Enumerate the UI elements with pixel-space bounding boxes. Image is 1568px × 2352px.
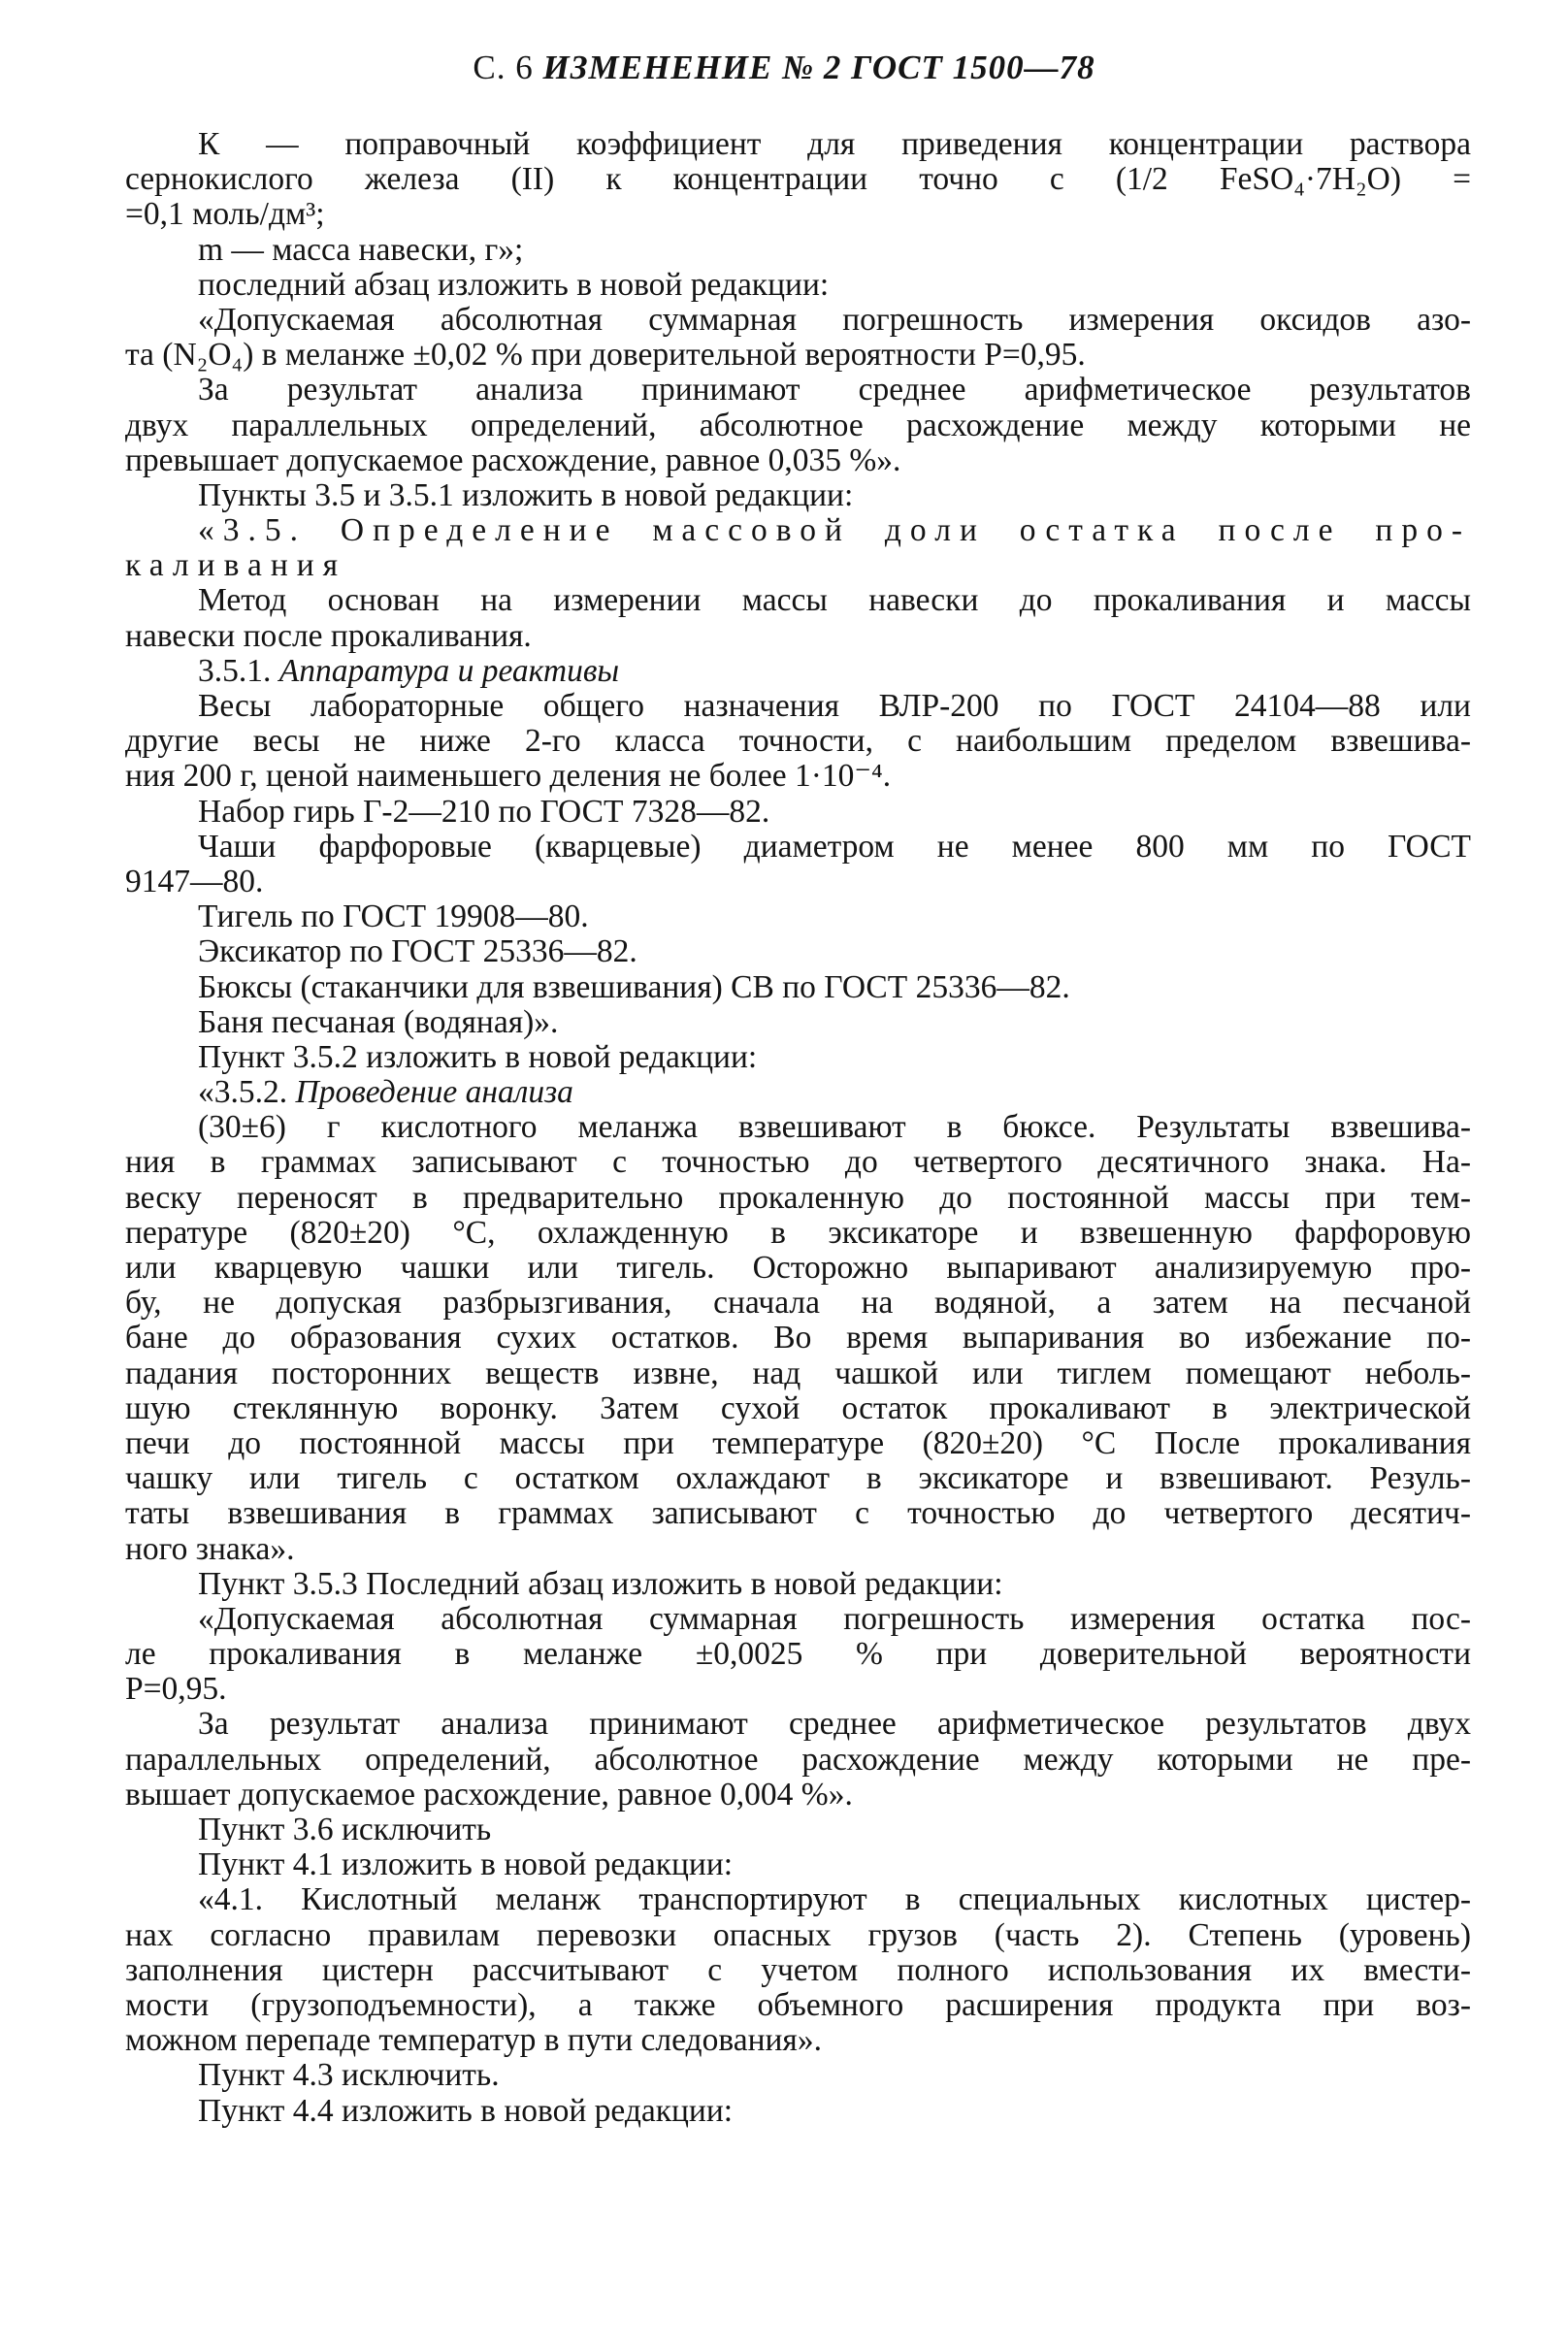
text-line: 3.5.1. Аппаратура и реактивы xyxy=(198,652,620,689)
text-line: бане до образования сухих остатков. Во время выпаривания во избежание по- xyxy=(125,1320,1471,1356)
text-line: Бюксы (стаканчики для взвешивания) СВ по ГОСТ 25336—82. xyxy=(198,968,1070,1005)
document-body xyxy=(125,126,1471,2129)
text-line: «4.1. Кислотный меланж транспортируют в специальных кислотных цистер- xyxy=(198,1881,1471,1918)
text-line: Чаши фарфоровые (кварцевые) диаметром не менее 800 мм по ГОСТ xyxy=(198,828,1471,865)
text-line: 9147—80. xyxy=(125,863,264,899)
text-line: Пункт 3.5.3 Последний абзац изложить в новой редакции: xyxy=(198,1565,1003,1602)
text-line: или кварцевую чашки или тигель. Осторожно выпаривают анализируемую про- xyxy=(125,1250,1471,1286)
text-line: Баня песчаная (водяная)». xyxy=(198,1003,559,1040)
text-line: «3.5. Определение массовой доли остатка после про- xyxy=(198,512,1471,549)
page-title: ИЗМЕНЕНИЕ № 2 ГОСТ 1500—78 xyxy=(542,49,1095,86)
text-line: За результат анализа принимают среднее арифметическое результатов двух xyxy=(198,1706,1471,1743)
text-line: ния 200 г, ценой наименьшего деления не более 1·10⁻⁴. xyxy=(125,758,892,795)
text-line: нах согласно правилам перевозки опасных грузов (часть 2). Степень (уровень) xyxy=(125,1916,1471,1953)
text-line: Весы лабораторные общего назначения ВЛР-200 по ГОСТ 24104—88 или xyxy=(198,688,1471,724)
text-line: двух параллельных определений, абсолютное расхождение между которыми не xyxy=(125,407,1471,443)
text-line: печи до постоянной массы при температуре (820±20) °С После прокаливания xyxy=(125,1424,1471,1461)
text-line: веску переносят в предварительно прокаленную до постоянной массы при тем- xyxy=(125,1179,1471,1216)
text-line: каливания xyxy=(125,547,347,584)
text-line: Пункт 3.5.2 изложить в новой редакции: xyxy=(198,1038,758,1075)
text-line: Р=0,95. xyxy=(125,1671,227,1708)
page-number: С. 6 xyxy=(473,49,543,86)
page-header xyxy=(0,49,1568,87)
text-line: Пункт 4.4 изложить в новой редакции: xyxy=(198,2092,734,2129)
text-line: ного знака». xyxy=(125,1530,295,1567)
text-line: можном перепаде температур в пути следования». xyxy=(125,2022,822,2059)
text-line: вышает допускаемое расхождение, равное 0,004 %». xyxy=(125,1776,853,1813)
text-line: последний абзац изложить в новой редакции: xyxy=(198,266,830,303)
text-line: К — поправочный коэффициент для приведения концентрации раствора xyxy=(198,126,1471,162)
text-line: Метод основан на измерении массы навески до прокаливания и массы xyxy=(198,582,1471,619)
text-line: =0,1 моль/дм³; xyxy=(125,196,325,233)
text-line: Пункты 3.5 и 3.5.1 изложить в новой редакции: xyxy=(198,476,854,513)
text-line: пературе (820±20) °С, охлажденную в эксикаторе и взвешенную фарфоровую xyxy=(125,1214,1471,1251)
text-line: параллельных определений, абсолютное расхождение между которыми не пре- xyxy=(125,1741,1471,1778)
text-line: Пункт 4.1 изложить в новой редакции: xyxy=(198,1846,734,1883)
text-line: m — масса навески, г»; xyxy=(198,231,524,268)
text-line: За результат анализа принимают среднее арифметическое результатов xyxy=(198,372,1471,408)
text-line: заполнения цистерн рассчитывают с учетом полного использования их вмести- xyxy=(125,1951,1471,1988)
text-line: сернокислого железа (II) к концентрации точно с (1/2 FeSO₄·7H₂O) = xyxy=(125,161,1471,198)
text-line: «Допускаемая абсолютная суммарная погрешность измерения оксидов азо- xyxy=(198,301,1471,338)
text-line: мости (грузоподъемности), а также объемного расширения продукта при воз- xyxy=(125,1986,1471,2023)
text-line: (30±6) г кислотного меланжа взвешивают в бюксе. Результаты взвешива- xyxy=(198,1109,1471,1146)
text-line: превышает допускаемое расхождение, равное 0,035 %». xyxy=(125,441,901,478)
text-line: Набор гирь Г-2—210 по ГОСТ 7328—82. xyxy=(198,793,770,830)
text-line: «Допускаемая абсолютная суммарная погрешность измерения остатка пос- xyxy=(198,1600,1471,1637)
text-line: бу, не допуская разбрызгивания, сначала на водяной, а затем на песчаной xyxy=(125,1285,1471,1322)
text-line: Пункт 4.3 исключить. xyxy=(198,2057,500,2094)
text-line: таты взвешивания в граммах записывают с точностью до четвертого десятич- xyxy=(125,1495,1471,1532)
text-line: Тигель по ГОСТ 19908—80. xyxy=(198,898,589,935)
text-line: ле прокаливания в меланже ±0,0025 % при доверительной вероятности xyxy=(125,1636,1471,1673)
text-line: «3.5.2. Проведение анализа xyxy=(198,1074,573,1111)
text-line: ния в граммах записывают с точностью до четвертого десятичного знака. На- xyxy=(125,1144,1471,1181)
text-line: Эксикатор по ГОСТ 25336—82. xyxy=(198,933,637,970)
text-line: другие весы не ниже 2-го класса точности, с наибольшим пределом взвешива- xyxy=(125,723,1471,760)
text-line: Пункт 3.6 исключить xyxy=(198,1812,492,1847)
text-line: навески после прокаливания. xyxy=(125,617,532,654)
text-line: шую стеклянную воронку. Затем сухой остаток прокаливают в электрической xyxy=(125,1389,1471,1426)
text-line: та (N₂O₄) в меланже ±0,02 % при доверительной вероятности Р=0,95. xyxy=(125,337,1086,374)
text-line: падания посторонних веществ извне, над чашкой или тиглем помещают неболь- xyxy=(125,1355,1471,1391)
text-line: чашку или тигель с остатком охлаждают в эксикаторе и взвешивают. Резуль- xyxy=(125,1460,1471,1497)
